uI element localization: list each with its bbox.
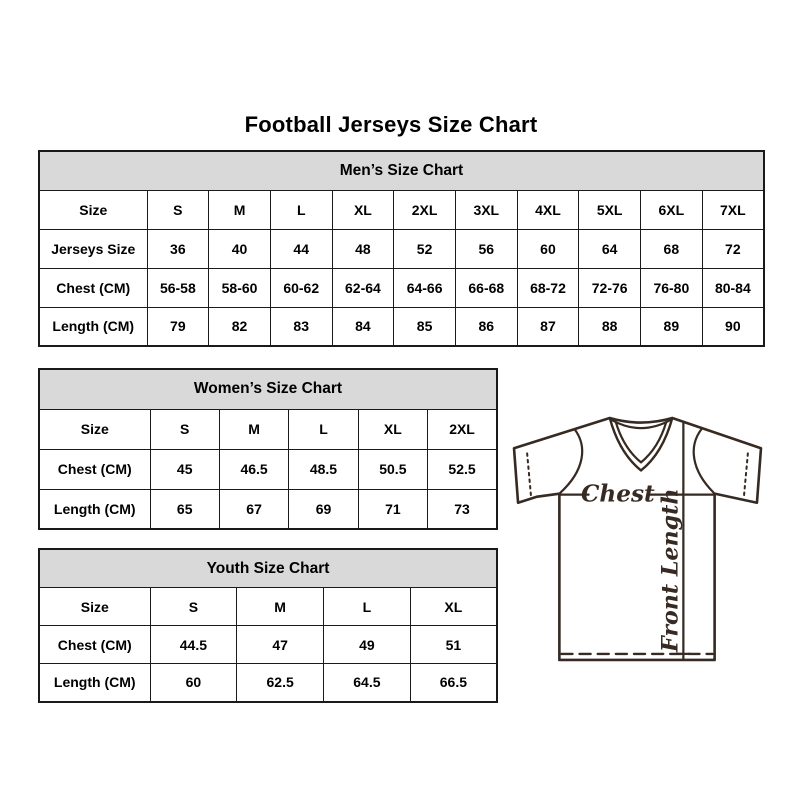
data-cell: 60: [517, 229, 579, 268]
data-cell: 52: [394, 229, 456, 268]
jersey-measurement-diagram: [511, 412, 765, 664]
data-cell: 48: [332, 229, 394, 268]
size-row-label: Size: [39, 588, 150, 626]
column-header-cell: S: [147, 190, 209, 229]
data-cell: 89: [641, 307, 703, 346]
column-header-cell: M: [209, 190, 271, 229]
data-cell: 87: [517, 307, 579, 346]
data-cell: 79: [147, 307, 209, 346]
mens-size-chart-table: [38, 150, 765, 347]
youth-size-chart-table: [38, 548, 498, 703]
table-row: [39, 449, 497, 489]
table-title: Men’s Size Chart: [39, 151, 764, 190]
size-row-label: Size: [39, 409, 150, 449]
table-row: [39, 626, 497, 664]
data-cell: 90: [702, 307, 764, 346]
data-cell: 71: [358, 489, 427, 529]
size-table: [38, 548, 498, 703]
column-header-cell: XL: [332, 190, 394, 229]
data-cell: 65: [150, 489, 219, 529]
data-cell: 40: [209, 229, 271, 268]
column-header-cell: S: [150, 409, 219, 449]
table-row: [39, 664, 497, 702]
data-cell: 67: [219, 489, 288, 529]
data-cell: 58-60: [209, 268, 271, 307]
data-cell: 52.5: [428, 449, 497, 489]
page-title: Football Jerseys Size Chart: [244, 111, 538, 137]
data-cell: 76-80: [641, 268, 703, 307]
table-row: [39, 307, 764, 346]
data-cell: 84: [332, 307, 394, 346]
column-header-cell: 3XL: [455, 190, 517, 229]
column-header-cell: M: [219, 409, 288, 449]
row-label: Chest (CM): [39, 268, 147, 307]
row-label: Length (CM): [39, 307, 147, 346]
data-cell: 68-72: [517, 268, 579, 307]
data-cell: 72-76: [579, 268, 641, 307]
data-cell: 60-62: [270, 268, 332, 307]
column-header-cell: L: [270, 190, 332, 229]
column-header-cell: 4XL: [517, 190, 579, 229]
size-row-label: Size: [39, 190, 147, 229]
column-header-cell: L: [324, 588, 411, 626]
data-cell: 83: [270, 307, 332, 346]
data-cell: 86: [455, 307, 517, 346]
data-cell: 72: [702, 229, 764, 268]
row-label: Chest (CM): [39, 449, 150, 489]
size-table: [38, 368, 498, 530]
data-cell: 44: [270, 229, 332, 268]
data-cell: 62-64: [332, 268, 394, 307]
table-title: Women’s Size Chart: [39, 369, 497, 409]
data-cell: 46.5: [219, 449, 288, 489]
size-table: [38, 150, 765, 347]
table-row: [39, 268, 764, 307]
column-header-cell: 5XL: [579, 190, 641, 229]
column-header-cell: 7XL: [702, 190, 764, 229]
column-header-cell: XL: [410, 588, 497, 626]
data-cell: 80-84: [702, 268, 764, 307]
data-cell: 48.5: [289, 449, 358, 489]
data-cell: 73: [428, 489, 497, 529]
data-cell: 64-66: [394, 268, 456, 307]
data-cell: 47: [237, 626, 324, 664]
data-cell: 64.5: [324, 664, 411, 702]
column-header-cell: M: [237, 588, 324, 626]
column-header-cell: L: [289, 409, 358, 449]
data-cell: 62.5: [237, 664, 324, 702]
column-header-cell: 6XL: [641, 190, 703, 229]
womens-size-chart-table: [38, 368, 498, 530]
data-cell: 68: [641, 229, 703, 268]
row-label: Length (CM): [39, 489, 150, 529]
data-cell: 64: [579, 229, 641, 268]
data-cell: 49: [324, 626, 411, 664]
data-cell: 36: [147, 229, 209, 268]
data-cell: 60: [150, 664, 237, 702]
data-cell: 45: [150, 449, 219, 489]
data-cell: 85: [394, 307, 456, 346]
data-cell: 51: [410, 626, 497, 664]
data-cell: 82: [209, 307, 271, 346]
data-cell: 44.5: [150, 626, 237, 664]
column-header-cell: 2XL: [394, 190, 456, 229]
table-row: [39, 229, 764, 268]
table-row: [39, 489, 497, 529]
front-length-label: Front Length: [657, 488, 684, 652]
row-label: Jerseys Size: [39, 229, 147, 268]
chest-label: Chest: [580, 480, 655, 508]
data-cell: 66.5: [410, 664, 497, 702]
data-cell: 66-68: [455, 268, 517, 307]
data-cell: 56-58: [147, 268, 209, 307]
data-cell: 69: [289, 489, 358, 529]
column-header-cell: S: [150, 588, 237, 626]
row-label: Chest (CM): [39, 626, 150, 664]
data-cell: 50.5: [358, 449, 427, 489]
column-header-cell: XL: [358, 409, 427, 449]
column-header-cell: 2XL: [428, 409, 497, 449]
jersey-diagram-svg: [511, 412, 765, 664]
row-label: Length (CM): [39, 664, 150, 702]
data-cell: 56: [455, 229, 517, 268]
data-cell: 88: [579, 307, 641, 346]
jersey-outline: [514, 418, 761, 660]
table-title: Youth Size Chart: [39, 549, 497, 588]
